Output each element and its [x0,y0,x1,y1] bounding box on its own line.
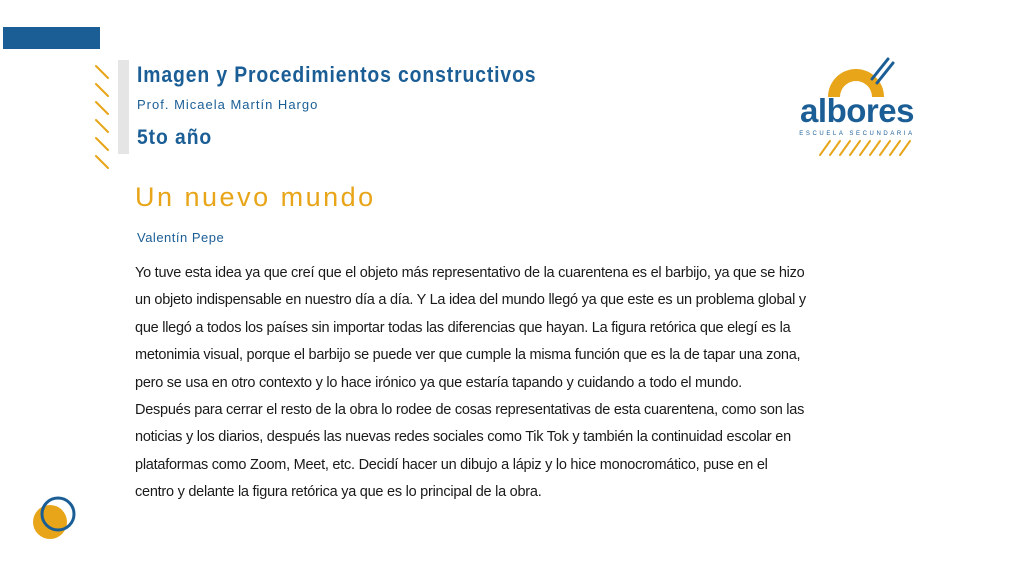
text-line: centro y delante la figura retórica ya que es lo principal de la obra. [135,484,542,501]
course-title: Imagen y Procedimientos constructivos [137,62,537,87]
text-line: metonimia visual, porque el barbijo se puede ver que cumple la misma función que es la de tapar una zona, [135,347,801,364]
top-accent-bar [3,27,100,49]
teacher-name: Prof. Micaela Martín Hargo [137,97,319,112]
text-line: Yo tuve esta idea ya que creí que el objeto más representativo de la cuarentena es el barbijo, ya que se hizo [135,265,805,281]
albores-logo [784,55,930,161]
text-line: plataformas como Zoom, Meet, etc. Decidí hacer un dibujo a lápiz y lo hice monocromático, puse en el [135,456,768,473]
text-line: noticias y los diarios, después las nuevas redes sociales como Tik Tok y también la continuidad escolar en [135,429,791,446]
text-line: que llegó a todos los países sin importar todas las diferencias que hayan. La figura retórica que elegí es la [135,319,791,336]
author-name: Valentín Pepe [137,230,225,245]
work-title: Un nuevo mundo [135,182,376,212]
text-line: un objeto indispensable en nuestro día a día. Y La idea del mundo llegó ya que este es un problema global y [135,292,806,309]
text-line: pero se usa en otro contexto y lo hace irónico ya que estaría tapando y cuidando a todo el mundo. [135,374,742,391]
logo-wordmark: albores [800,92,914,129]
text-line: Después para cerrar el resto de la obra lo rodee de cosas representativas de esta cuarentena, como son las [135,402,805,419]
hatch-decoration [88,62,120,172]
circles-decoration [28,494,82,544]
logo-subtitle: ESCUELA SECUNDARIA [799,131,915,137]
description-text [135,260,865,507]
school-year: 5to año [137,126,213,149]
